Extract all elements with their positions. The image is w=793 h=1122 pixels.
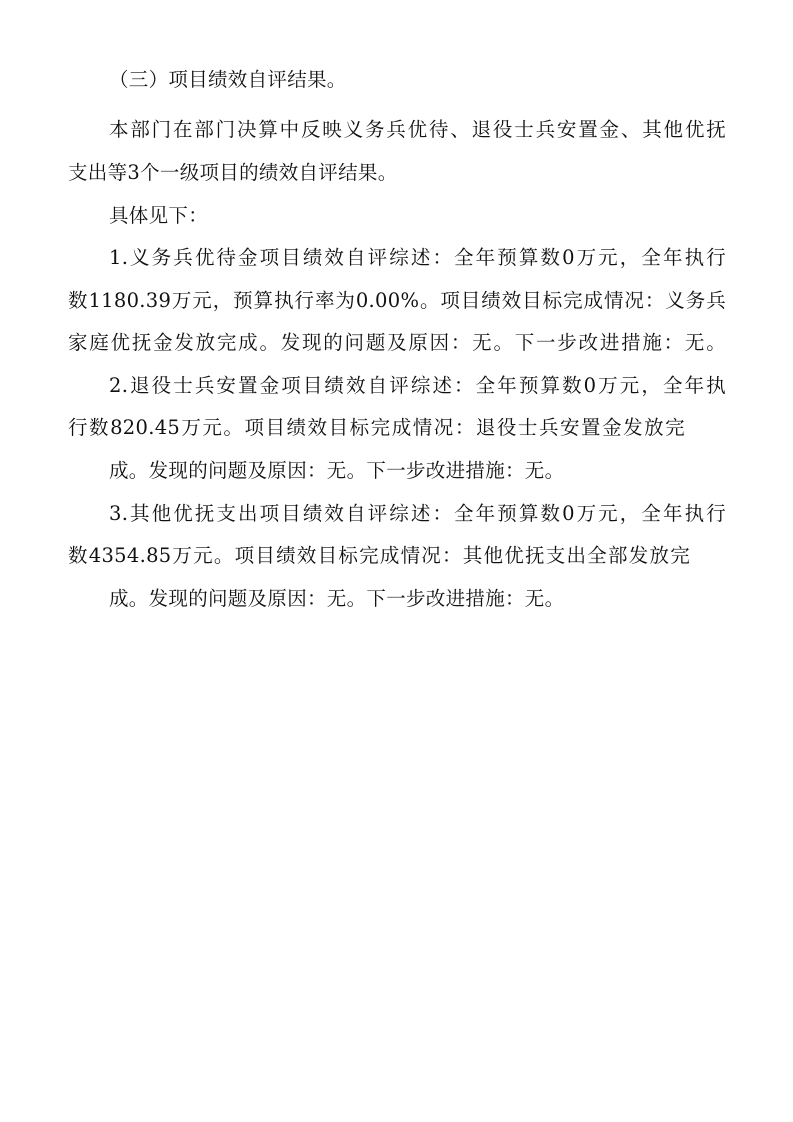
item3-line-2: 数4354.85万元。项目绩效目标完成情况：其他优抚支出全部发放完 — [68, 544, 690, 567]
item1-line-3: 家庭优抚金发放完成。发现的问题及原因：无。下一步改进措施：无。 — [68, 331, 726, 354]
item2-line-1: 2.退役士兵安置金项目绩效自评综述：全年预算数0万元，全年执 — [109, 374, 726, 397]
intro-line-2: 支出等3个一级项目的绩效自评结果。 — [68, 161, 398, 184]
intro-line-1: 本部门在部门决算中反映义务兵优待、退役士兵安置金、其他优抚 — [109, 118, 726, 141]
item3-line-1: 3.其他优抚支出项目绩效自评综述：全年预算数0万元，全年执行 — [109, 502, 726, 525]
details-label: 具体见下： — [109, 204, 209, 227]
section-heading: （三）项目绩效自评结果。 — [109, 68, 347, 91]
item2-line-3: 成。发现的问题及原因：无。下一步改进措施：无。 — [109, 459, 565, 482]
item3-line-3: 成。发现的问题及原因：无。下一步改进措施：无。 — [109, 587, 565, 610]
item1-line-1: 1.义务兵优待金项目绩效自评综述：全年预算数0万元，全年执行 — [109, 246, 726, 269]
item2-line-2: 行数820.45万元。项目绩效目标完成情况：退役士兵安置金发放完 — [68, 416, 685, 439]
item1-line-2: 数1180.39万元，预算执行率为0.00%。项目绩效目标完成情况：义务兵 — [68, 289, 726, 312]
